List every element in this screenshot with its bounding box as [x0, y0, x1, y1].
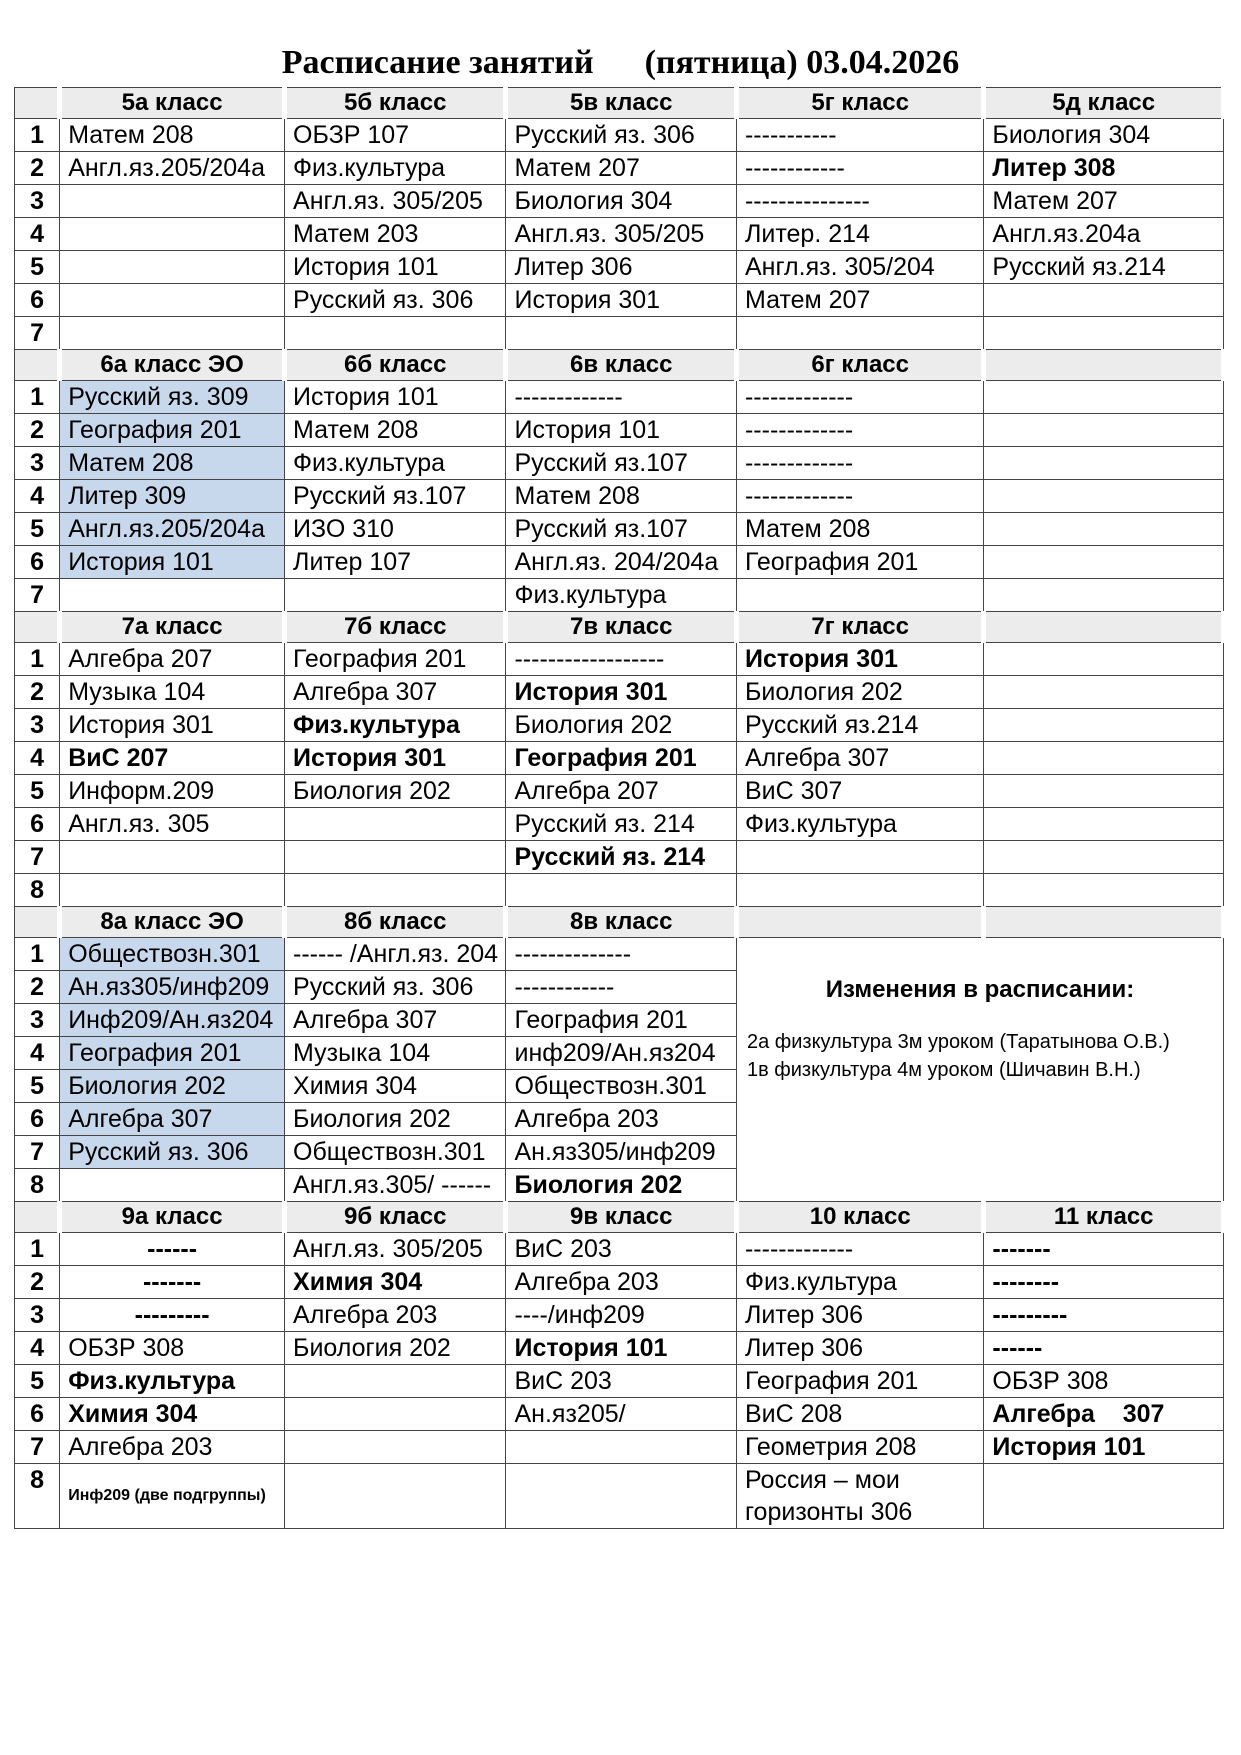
lesson-cell: Русский яз.107	[506, 513, 737, 546]
class-header: 5г класс	[736, 88, 983, 119]
lesson-cell: ИЗО 310	[285, 513, 506, 546]
page-title: Расписание занятий (пятница) 03.04.2026	[281, 44, 960, 81]
lesson-cell: Алгебра 307	[60, 1103, 285, 1136]
lesson-number: 7	[15, 317, 60, 350]
lesson-number: 5	[15, 1070, 60, 1103]
lesson-cell	[285, 1365, 506, 1398]
lesson-cell: Инф209 (две подгруппы)	[60, 1464, 285, 1529]
lesson-cell: История 301	[285, 742, 506, 775]
lesson-cell: Матем 208	[60, 119, 285, 152]
num-header	[15, 350, 60, 381]
lesson-cell: Русский яз.214	[736, 709, 983, 742]
lesson-number: 6	[15, 1103, 60, 1136]
lesson-row	[15, 414, 1224, 447]
num-header	[15, 88, 60, 119]
lesson-cell: -------	[60, 1266, 285, 1299]
lesson-cell: Литер 309	[60, 480, 285, 513]
lesson-cell: Матем 207	[736, 284, 983, 317]
lesson-cell: Ан.яз205/	[506, 1398, 737, 1431]
lesson-cell: Алгебра 203	[60, 1431, 285, 1464]
lesson-cell	[984, 874, 1224, 907]
lesson-cell: География 201	[60, 414, 285, 447]
lesson-cell: Физ.культура	[285, 152, 506, 185]
lesson-cell: Биология 202	[285, 775, 506, 808]
lesson-number: 2	[15, 971, 60, 1004]
lesson-row	[15, 480, 1224, 513]
lesson-cell	[285, 317, 506, 350]
lesson-cell	[984, 317, 1224, 350]
lesson-row	[15, 513, 1224, 546]
header-row-6	[15, 350, 1224, 381]
lesson-cell: История 101	[506, 414, 737, 447]
lesson-row	[15, 1431, 1224, 1464]
lesson-cell: --------	[984, 1266, 1224, 1299]
lesson-cell: Матем 208	[506, 480, 737, 513]
lesson-cell: Инф209/Ан.яз204	[60, 1004, 285, 1037]
lesson-cell: Русский яз.214	[984, 251, 1224, 284]
lesson-cell: -------------	[736, 447, 983, 480]
lesson-cell	[506, 1431, 737, 1464]
lesson-cell: Литер 107	[285, 546, 506, 579]
lesson-cell: ВиС 203	[506, 1365, 737, 1398]
change-line: 2а физкультура 3м уроком (Таратынова О.В.)	[746, 1031, 1170, 1053]
lesson-row	[15, 874, 1224, 907]
lesson-cell	[285, 841, 506, 874]
lesson-number: 4	[15, 742, 60, 775]
lesson-number: 8	[15, 874, 60, 907]
lesson-cell: Физ.культура	[736, 808, 983, 841]
lesson-cell: Литер 306	[736, 1299, 983, 1332]
lesson-cell: Матем 203	[285, 218, 506, 251]
lesson-cell: Физ.культура	[285, 709, 506, 742]
lesson-cell	[60, 579, 285, 612]
lesson-row	[15, 709, 1224, 742]
class-header: 5а класс	[60, 88, 285, 119]
lesson-number: 7	[15, 579, 60, 612]
lesson-cell: ------------	[506, 971, 737, 1004]
lesson-number: 1	[15, 119, 60, 152]
lesson-cell: ВиС 208	[736, 1398, 983, 1431]
lesson-cell: История 101	[285, 381, 506, 414]
lesson-cell: География 201	[60, 1037, 285, 1070]
lesson-number: 4	[15, 218, 60, 251]
lesson-number: 5	[15, 775, 60, 808]
lesson-cell: ВиС 307	[736, 775, 983, 808]
lesson-row	[15, 152, 1224, 185]
class-header: 8б класс	[285, 907, 506, 938]
lesson-row	[15, 1299, 1224, 1332]
lesson-cell	[60, 185, 285, 218]
lesson-cell: Музыка 104	[285, 1037, 506, 1070]
lesson-cell: Матем 207	[984, 185, 1224, 218]
lesson-cell: Англ.яз.205/204а	[60, 513, 285, 546]
lesson-cell: Физ.культура	[736, 1266, 983, 1299]
lesson-cell	[285, 1464, 506, 1529]
lesson-cell: Англ.яз. 204/204а	[506, 546, 737, 579]
lesson-cell	[984, 709, 1224, 742]
lesson-number: 5	[15, 1365, 60, 1398]
lesson-cell: Русский яз. 306	[285, 284, 506, 317]
lesson-cell	[285, 808, 506, 841]
lesson-cell: Англ.яз.305/ ------	[285, 1169, 506, 1202]
lesson-row	[15, 938, 1224, 971]
lesson-number: 2	[15, 414, 60, 447]
class-header: 7г класс	[736, 612, 983, 643]
lesson-cell: Русский яз.107	[506, 447, 737, 480]
lesson-cell: Русский яз. 306	[506, 119, 737, 152]
lesson-number: 1	[15, 643, 60, 676]
lesson-cell: ---------	[60, 1299, 285, 1332]
lesson-number: 5	[15, 251, 60, 284]
class-header: 6в класс	[506, 350, 737, 381]
changes-title: Изменения в расписании:	[825, 976, 1135, 1003]
lesson-cell	[506, 874, 737, 907]
lesson-cell: Физ.культура	[506, 579, 737, 612]
lesson-cell	[984, 480, 1224, 513]
lesson-cell: Геометрия 208	[736, 1431, 983, 1464]
lesson-number: 7	[15, 841, 60, 874]
lesson-cell	[285, 579, 506, 612]
lesson-cell	[984, 414, 1224, 447]
lesson-row	[15, 643, 1224, 676]
class-header: 6б класс	[285, 350, 506, 381]
lesson-cell: Русский яз. 214	[506, 808, 737, 841]
lesson-cell	[285, 1398, 506, 1431]
lesson-cell	[984, 808, 1224, 841]
lesson-cell: Русский яз. 306	[60, 1136, 285, 1169]
lesson-cell: Биология 202	[285, 1103, 506, 1136]
lesson-cell: Матем 208	[60, 447, 285, 480]
lesson-cell	[60, 841, 285, 874]
lesson-cell: Алгебра 207	[60, 643, 285, 676]
lesson-cell: История 101	[506, 1332, 737, 1365]
lesson-number: 2	[15, 676, 60, 709]
lesson-cell	[984, 447, 1224, 480]
lesson-number: 1	[15, 1233, 60, 1266]
lesson-cell: Биология 202	[60, 1070, 285, 1103]
lesson-cell: Биология 202	[285, 1332, 506, 1365]
lesson-cell: География 201	[736, 546, 983, 579]
lesson-cell: ---------------	[736, 185, 983, 218]
lesson-number: 4	[15, 480, 60, 513]
class-header	[736, 907, 983, 938]
lesson-cell	[984, 643, 1224, 676]
lesson-cell: Англ.яз. 305/205	[285, 1233, 506, 1266]
lesson-cell: ВиС 207	[60, 742, 285, 775]
lesson-number: 1	[15, 938, 60, 971]
lesson-number: 7	[15, 1136, 60, 1169]
class-header: 9а класс	[60, 1202, 285, 1233]
lesson-row	[15, 185, 1224, 218]
lesson-cell	[984, 1464, 1224, 1529]
lesson-cell: Литер 308	[984, 152, 1224, 185]
lesson-cell: Матем 208	[285, 414, 506, 447]
header-row-5	[15, 88, 1224, 119]
lesson-cell: Алгебра 203	[506, 1266, 737, 1299]
class-header: 6а класс ЭО	[60, 350, 285, 381]
num-header	[15, 1202, 60, 1233]
lesson-cell: Ан.яз305/инф209	[506, 1136, 737, 1169]
lesson-cell: История 101	[285, 251, 506, 284]
lesson-cell	[984, 579, 1224, 612]
lesson-number: 8	[15, 1464, 60, 1529]
class-header: 10 класс	[736, 1202, 983, 1233]
header-row-9	[15, 1202, 1224, 1233]
lesson-cell: История 301	[506, 284, 737, 317]
lesson-cell: Алгебра 307	[984, 1398, 1224, 1431]
lesson-cell	[984, 284, 1224, 317]
lesson-cell	[736, 317, 983, 350]
lesson-cell	[984, 841, 1224, 874]
lesson-row	[15, 119, 1224, 152]
lesson-cell	[984, 513, 1224, 546]
lesson-cell: Алгебра 307	[285, 676, 506, 709]
lesson-cell	[984, 546, 1224, 579]
lesson-cell: География 201	[285, 643, 506, 676]
lesson-cell: -------------	[736, 1233, 983, 1266]
class-header	[984, 907, 1224, 938]
lesson-number: 3	[15, 1299, 60, 1332]
lesson-cell: Литер 306	[506, 251, 737, 284]
lesson-number: 6	[15, 284, 60, 317]
lesson-cell: Биология 202	[506, 709, 737, 742]
lesson-cell: Ан.яз305/инф209	[60, 971, 285, 1004]
lesson-cell: Алгебра 307	[736, 742, 983, 775]
lesson-cell: -------	[984, 1233, 1224, 1266]
lesson-row	[15, 381, 1224, 414]
lesson-cell: Химия 304	[285, 1070, 506, 1103]
lesson-row	[15, 1332, 1224, 1365]
lesson-cell: Алгебра 203	[285, 1299, 506, 1332]
lesson-row	[15, 1266, 1224, 1299]
lesson-cell: ------------------	[506, 643, 737, 676]
lesson-number: 6	[15, 546, 60, 579]
lesson-cell: Обществозн.301	[60, 938, 285, 971]
class-header: 5д класс	[984, 88, 1224, 119]
class-header	[984, 350, 1224, 381]
lesson-number: 2	[15, 152, 60, 185]
lesson-cell: ОБЗР 107	[285, 119, 506, 152]
lesson-number: 4	[15, 1332, 60, 1365]
lesson-cell: ------ /Англ.яз. 204	[285, 938, 506, 971]
lesson-row	[15, 841, 1224, 874]
class-header	[984, 612, 1224, 643]
num-header	[15, 907, 60, 938]
lesson-number: 8	[15, 1169, 60, 1202]
lesson-number: 3	[15, 185, 60, 218]
lesson-cell	[984, 676, 1224, 709]
lesson-number: 4	[15, 1037, 60, 1070]
lesson-cell	[60, 317, 285, 350]
lesson-cell	[984, 775, 1224, 808]
lesson-cell: Англ.яз.205/204а	[60, 152, 285, 185]
lesson-cell: Химия 304	[60, 1398, 285, 1431]
lesson-cell: ОБЗР 308	[60, 1332, 285, 1365]
num-header	[15, 612, 60, 643]
lesson-cell	[60, 251, 285, 284]
lesson-cell: История 301	[736, 643, 983, 676]
lesson-cell: ------	[60, 1233, 285, 1266]
lesson-cell: Литер. 214	[736, 218, 983, 251]
lesson-number: 6	[15, 808, 60, 841]
lesson-row	[15, 1398, 1224, 1431]
lesson-cell: Алгебра 207	[506, 775, 737, 808]
lesson-cell: Литер 306	[736, 1332, 983, 1365]
lesson-cell: Алгебра 203	[506, 1103, 737, 1136]
lesson-number: 5	[15, 513, 60, 546]
lesson-cell	[285, 874, 506, 907]
lesson-cell: -------------	[506, 381, 737, 414]
lesson-row	[15, 218, 1224, 251]
lesson-number: 7	[15, 1431, 60, 1464]
class-header: 9в класс	[506, 1202, 737, 1233]
lesson-cell: ОБЗР 308	[984, 1365, 1224, 1398]
class-header: 7а класс	[60, 612, 285, 643]
lesson-row	[15, 808, 1224, 841]
lesson-cell: -----------	[736, 119, 983, 152]
lesson-cell: Обществозн.301	[285, 1136, 506, 1169]
lesson-number: 3	[15, 709, 60, 742]
lesson-cell: История 301	[506, 676, 737, 709]
class-header: 5б класс	[285, 88, 506, 119]
lesson-cell: Физ.культура	[60, 1365, 285, 1398]
lesson-cell: Информ.209	[60, 775, 285, 808]
lesson-cell: Англ.яз. 305/205	[506, 218, 737, 251]
lesson-cell	[984, 381, 1224, 414]
change-line: 1в физкультура 4м уроком (Шичавин В.Н.)	[746, 1059, 1141, 1081]
lesson-cell: Русский яз.107	[285, 480, 506, 513]
lesson-cell	[60, 874, 285, 907]
header-row-7	[15, 612, 1224, 643]
lesson-row	[15, 317, 1224, 350]
lesson-cell: ---------	[984, 1299, 1224, 1332]
lesson-row	[15, 546, 1224, 579]
lesson-cell	[506, 1464, 737, 1529]
lesson-cell: Химия 304	[285, 1266, 506, 1299]
lesson-row	[15, 1233, 1224, 1266]
class-header: 9б класс	[285, 1202, 506, 1233]
lesson-number: 1	[15, 381, 60, 414]
lesson-cell: Англ.яз.204а	[984, 218, 1224, 251]
lesson-cell: География 201	[736, 1365, 983, 1398]
lesson-cell: ------------	[736, 152, 983, 185]
lesson-row	[15, 447, 1224, 480]
lesson-cell	[736, 874, 983, 907]
lesson-cell: География 201	[506, 742, 737, 775]
lesson-cell: Русский яз. 309	[60, 381, 285, 414]
class-header: 7б класс	[285, 612, 506, 643]
lesson-cell: Англ.яз. 305	[60, 808, 285, 841]
class-header: 5в класс	[506, 88, 737, 119]
lesson-cell: Биология 202	[506, 1169, 737, 1202]
lesson-cell	[984, 742, 1224, 775]
header-row-8	[15, 907, 1224, 938]
class-header: 8в класс	[506, 907, 737, 938]
lesson-number: 6	[15, 1398, 60, 1431]
lesson-cell: Англ.яз. 305/205	[285, 185, 506, 218]
lesson-row	[15, 579, 1224, 612]
lesson-row	[15, 1464, 1224, 1529]
lesson-cell	[60, 1169, 285, 1202]
lesson-cell: -------------	[736, 480, 983, 513]
lesson-row	[15, 676, 1224, 709]
lesson-row	[15, 251, 1224, 284]
lesson-cell: Россия – мои горизонты 306	[736, 1464, 983, 1529]
lesson-cell: Матем 207	[506, 152, 737, 185]
lesson-cell: География 201	[506, 1004, 737, 1037]
lesson-number: 3	[15, 1004, 60, 1037]
class-header: 7в класс	[506, 612, 737, 643]
lesson-cell: Русский яз. 306	[285, 971, 506, 1004]
lesson-row	[15, 284, 1224, 317]
lesson-cell: Биология 304	[506, 185, 737, 218]
lesson-row	[15, 742, 1224, 775]
lesson-cell: Русский яз. 214	[506, 841, 737, 874]
lesson-cell: История 101	[984, 1431, 1224, 1464]
lesson-number: 3	[15, 447, 60, 480]
lesson-cell: Физ.культура	[285, 447, 506, 480]
lesson-cell: ------	[984, 1332, 1224, 1365]
lesson-cell	[736, 841, 983, 874]
lesson-cell: -------------	[736, 381, 983, 414]
lesson-cell	[285, 1431, 506, 1464]
lesson-cell: История 301	[60, 709, 285, 742]
lesson-cell: ВиС 203	[506, 1233, 737, 1266]
lesson-cell	[60, 218, 285, 251]
lesson-cell: Алгебра 307	[285, 1004, 506, 1037]
lesson-row	[15, 775, 1224, 808]
class-header: 8а класс ЭО	[60, 907, 285, 938]
lesson-cell: Обществозн.301	[506, 1070, 737, 1103]
lesson-cell	[60, 284, 285, 317]
lesson-cell: инф209/Ан.яз204	[506, 1037, 737, 1070]
lesson-cell: ----/инф209	[506, 1299, 737, 1332]
class-header: 11 класс	[984, 1202, 1224, 1233]
lesson-cell: --------------	[506, 938, 737, 971]
lesson-cell	[506, 317, 737, 350]
lesson-cell: История 101	[60, 546, 285, 579]
lesson-number: 2	[15, 1266, 60, 1299]
lesson-cell: Англ.яз. 305/204	[736, 251, 983, 284]
lesson-row	[15, 1365, 1224, 1398]
lesson-cell: -------------	[736, 414, 983, 447]
lesson-cell: Музыка 104	[60, 676, 285, 709]
lesson-cell	[736, 579, 983, 612]
schedule-table	[14, 87, 1226, 1529]
class-header: 6г класс	[736, 350, 983, 381]
lesson-cell: Биология 304	[984, 119, 1224, 152]
schedule-changes-box	[736, 938, 1223, 1202]
lesson-cell: Матем 208	[736, 513, 983, 546]
lesson-cell: Биология 202	[736, 676, 983, 709]
